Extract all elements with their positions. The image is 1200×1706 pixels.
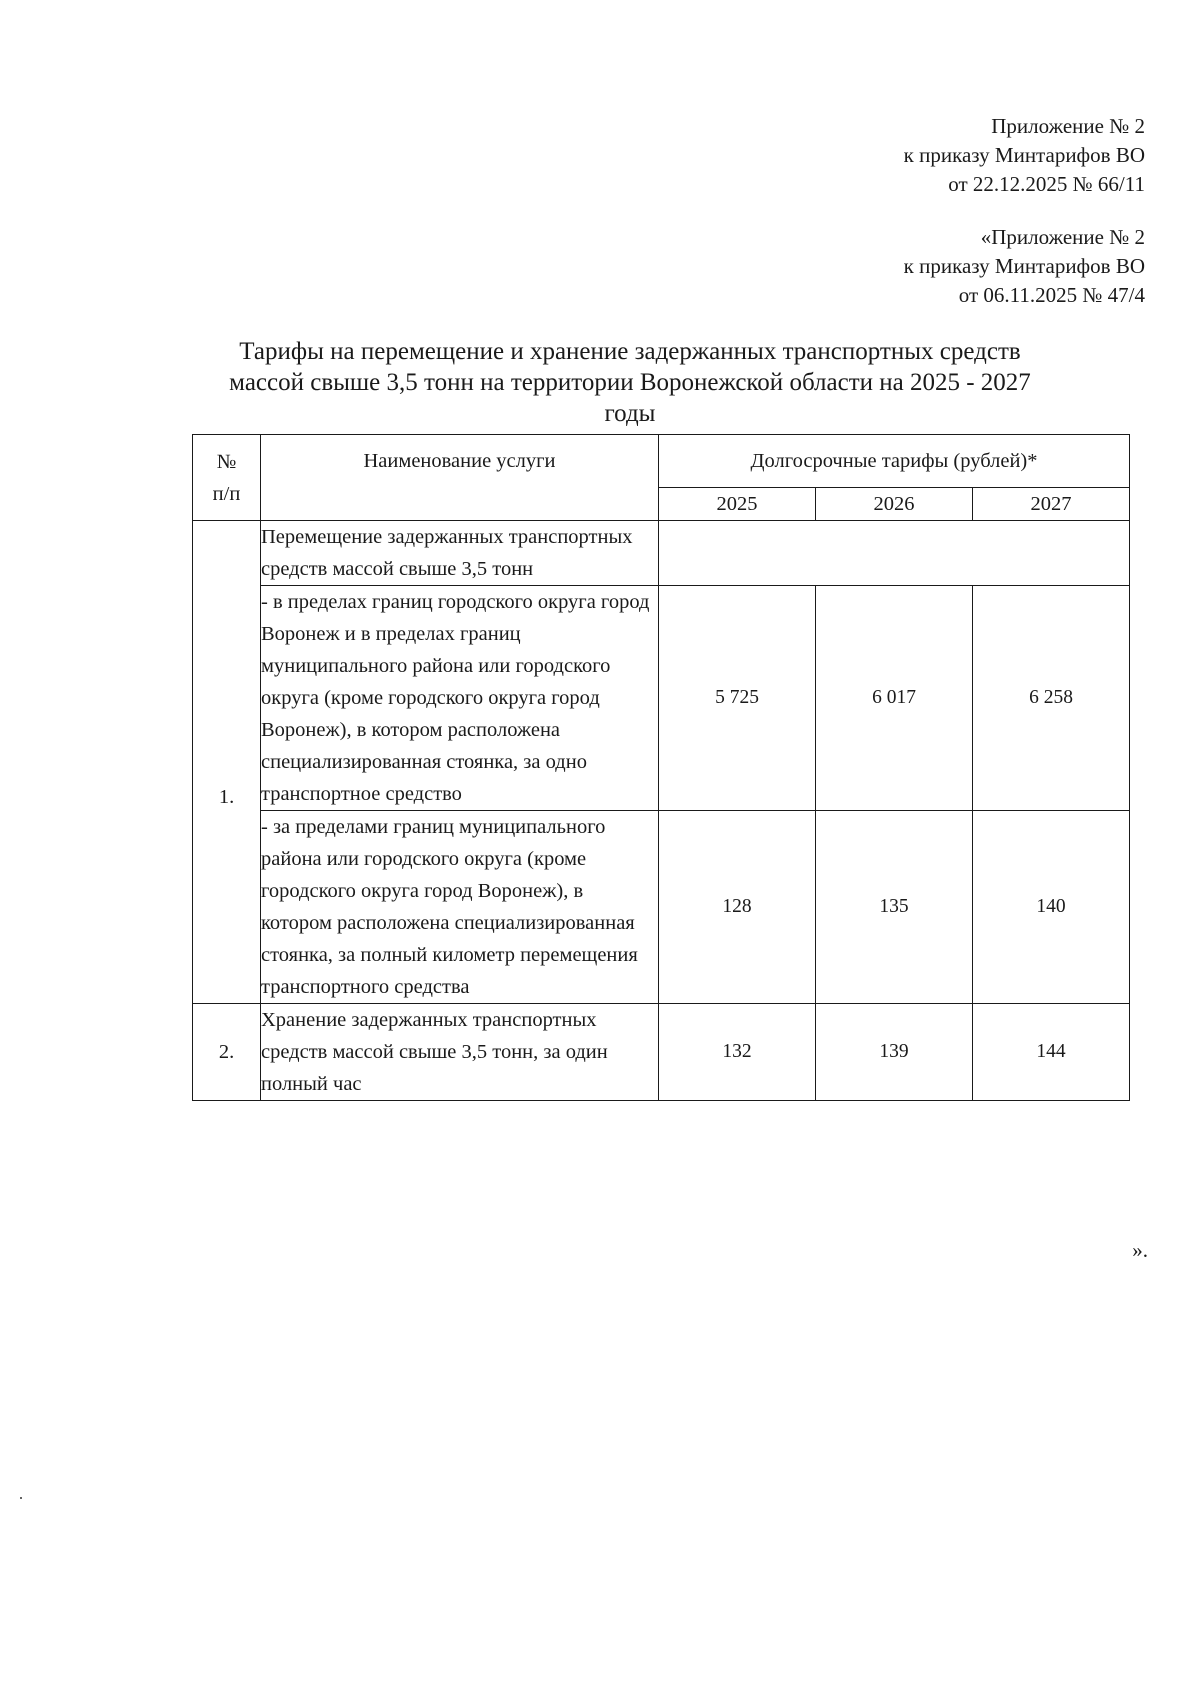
appendix-number-previous: «Приложение № 2 xyxy=(980,225,1145,249)
order-reference: к приказу Минтарифов ВО xyxy=(903,143,1145,167)
table-row xyxy=(193,521,1130,586)
service-name-transfer: Перемещение задержанных транспортных средств массой свыше 3,5 тонн xyxy=(261,521,659,586)
tariff-value-2025: 5 725 xyxy=(659,586,816,811)
title-line-1: Тарифы на перемещение и хранение задержанных транспортных средств xyxy=(239,338,1021,365)
order-date-number: от 22.12.2025 № 66/11 xyxy=(948,172,1145,196)
tariff-value-2026: 135 xyxy=(816,811,973,1004)
tariff-value-2026: 139 xyxy=(816,1004,973,1101)
header-year-2026: 2026 xyxy=(816,488,973,521)
document-title xyxy=(180,336,1080,429)
appendix-header-current xyxy=(904,112,1145,199)
header-year-2025: 2025 xyxy=(659,488,816,521)
tariff-value-2026: 6 017 xyxy=(816,586,973,811)
empty-tariff-cell xyxy=(659,521,1130,586)
service-name-transfer-outside: - за пределами границ муниципального района или городского округа (кроме городского округа город Воронеж), в котором расположена специализированная стоянка, за полный километр перемещения транспортного средства xyxy=(261,811,659,1004)
table-row xyxy=(193,1004,1130,1101)
tariff-value-2027: 6 258 xyxy=(973,586,1130,811)
service-name-storage: Хранение задержанных транспортных средств массой свыше 3,5 тонн, за один полный час xyxy=(261,1004,659,1101)
header-year-2027: 2027 xyxy=(973,488,1130,521)
table-header-row xyxy=(193,435,1130,488)
row-number-2: 2. xyxy=(193,1004,261,1101)
tariffs-table xyxy=(192,434,1130,1101)
tariff-value-2025: 132 xyxy=(659,1004,816,1101)
service-name-transfer-within: - в пределах границ городского округа город Воронеж и в пределах границ муниципального района или городского округа (кроме городского округа город Воронеж), в котором расположена специализированная стоянка, за одно транспортное средство xyxy=(261,586,659,811)
row-number-1: 1. xyxy=(193,521,261,1004)
table-row xyxy=(193,586,1130,811)
table-row xyxy=(193,811,1130,1004)
title-line-3: годы xyxy=(604,400,656,427)
appendix-header-previous xyxy=(904,223,1145,310)
tariff-value-2027: 140 xyxy=(973,811,1130,1004)
closing-quote: ». xyxy=(1132,1238,1148,1262)
appendix-number: Приложение № 2 xyxy=(991,114,1145,138)
order-date-number-previous: от 06.11.2025 № 47/4 xyxy=(958,283,1145,307)
header-number-abbr: п/п xyxy=(212,482,241,505)
tariff-value-2025: 128 xyxy=(659,811,816,1004)
header-number xyxy=(193,435,261,521)
header-long-term-tariffs: Долгосрочные тарифы (рублей)* xyxy=(659,435,1130,488)
tariff-value-2027: 144 xyxy=(973,1004,1130,1101)
header-number-sign: № xyxy=(216,450,237,473)
scan-speck xyxy=(20,1497,22,1499)
title-line-2: массой свыше 3,5 тонн на территории Воронежской области на 2025 - 2027 xyxy=(229,369,1031,396)
order-reference-previous: к приказу Минтарифов ВО xyxy=(903,254,1145,278)
header-service-name: Наименование услуги xyxy=(261,435,659,521)
